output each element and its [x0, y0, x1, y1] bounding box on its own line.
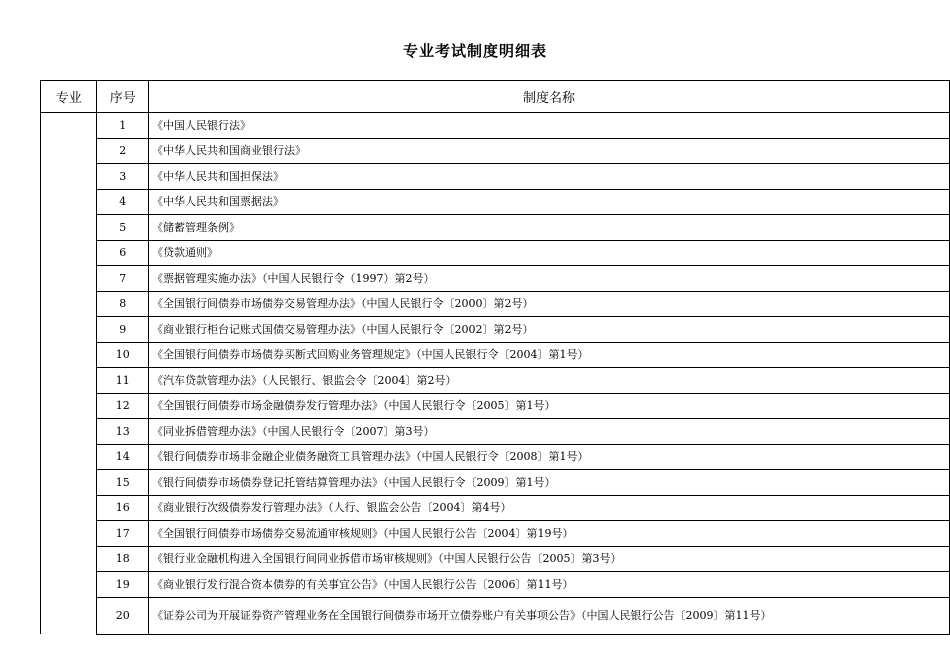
row-number: 9: [97, 317, 149, 343]
table-row: [41, 419, 950, 445]
header-seq: 序号: [97, 81, 149, 113]
major-cell: [41, 113, 97, 635]
regulation-name: 《同业拆借管理办法》（中国人民银行令〔2007〕第3号）: [149, 419, 950, 445]
table-row: [41, 546, 950, 572]
table-row: [41, 368, 950, 394]
table-row: [41, 215, 950, 241]
row-number: 15: [97, 470, 149, 496]
table-row: [41, 470, 950, 496]
row-number: 16: [97, 495, 149, 521]
regulation-name: 《银行间债券市场债券登记托管结算管理办法》（中国人民银行令〔2009〕第1号）: [149, 470, 950, 496]
table-body: [41, 113, 950, 635]
regulation-name: 《银行业金融机构进入全国银行间同业拆借市场审核规则》（中国人民银行公告〔2005〕第3号）: [149, 546, 950, 572]
table-row: [41, 572, 950, 598]
regulation-name: 《证券公司为开展证券资产管理业务在全国银行间债券市场开立债券账户有关事项公告》（中国人民银行公告〔2009〕第11号）: [149, 597, 950, 634]
table-row: [41, 495, 950, 521]
regulation-name: 《中华人民共和国担保法》: [149, 164, 950, 190]
table-row: [41, 291, 950, 317]
row-number: 10: [97, 342, 149, 368]
row-number: 6: [97, 240, 149, 266]
row-number: 11: [97, 368, 149, 394]
regulation-name: 《商业银行发行混合资本债券的有关事宜公告》（中国人民银行公告〔2006〕第11号）: [149, 572, 950, 598]
regulation-name: 《中华人民共和国商业银行法》: [149, 138, 950, 164]
row-number: 4: [97, 189, 149, 215]
regulation-name: 《全国银行间债券市场债券交易管理办法》（中国人民银行令〔2000〕第2号）: [149, 291, 950, 317]
regulation-name: 《汽车贷款管理办法》（人民银行、银监会令〔2004〕第2号）: [149, 368, 950, 394]
row-number: 3: [97, 164, 149, 190]
row-number: 18: [97, 546, 149, 572]
row-number: 8: [97, 291, 149, 317]
table-header-row: [41, 81, 950, 113]
table-row: [41, 164, 950, 190]
row-number: 14: [97, 444, 149, 470]
table-row: [41, 521, 950, 547]
table-row: [41, 342, 950, 368]
regulation-name: 《贷款通则》: [149, 240, 950, 266]
regulation-name: 《商业银行柜台记账式国债交易管理办法》（中国人民银行令〔2002〕第2号）: [149, 317, 950, 343]
row-number: 13: [97, 419, 149, 445]
table-row: [41, 266, 950, 292]
regulation-name: 《全国银行间债券市场金融债券发行管理办法》（中国人民银行令〔2005〕第1号）: [149, 393, 950, 419]
table-row: [41, 393, 950, 419]
table-row: [41, 138, 950, 164]
regulation-name: 《储蓄管理条例》: [149, 215, 950, 241]
regulation-name: 《商业银行次级债券发行管理办法》（人行、银监会公告〔2004〕第4号）: [149, 495, 950, 521]
row-number: 1: [97, 113, 149, 139]
regulation-name: 《中华人民共和国票据法》: [149, 189, 950, 215]
row-number: 12: [97, 393, 149, 419]
regulation-name: 《中国人民银行法》: [149, 113, 950, 139]
regulation-name: 《全国银行间债券市场债券买断式回购业务管理规定》（中国人民银行令〔2004〕第1号）: [149, 342, 950, 368]
regulation-table: [40, 80, 950, 635]
table-row: [41, 113, 950, 139]
row-number: 7: [97, 266, 149, 292]
table-row: [41, 597, 950, 634]
page-title: 专业考试制度明细表: [402, 42, 547, 60]
row-number: 20: [97, 597, 149, 634]
row-number: 2: [97, 138, 149, 164]
regulation-name: 《银行间债券市场非金融企业债务融资工具管理办法》（中国人民银行令〔2008〕第1号）: [149, 444, 950, 470]
header-name: 制度名称: [149, 81, 950, 113]
regulation-name: 《全国银行间债券市场债券交易流通审核规则》（中国人民银行公告〔2004〕第19号）: [149, 521, 950, 547]
row-number: 17: [97, 521, 149, 547]
row-number: 5: [97, 215, 149, 241]
table-row: [41, 240, 950, 266]
regulation-name: 《票据管理实施办法》（中国人民银行令（1997）第2号）: [149, 266, 950, 292]
table-row: [41, 444, 950, 470]
table-row: [41, 189, 950, 215]
header-major: 专业: [41, 81, 97, 113]
table-row: [41, 317, 950, 343]
row-number: 19: [97, 572, 149, 598]
